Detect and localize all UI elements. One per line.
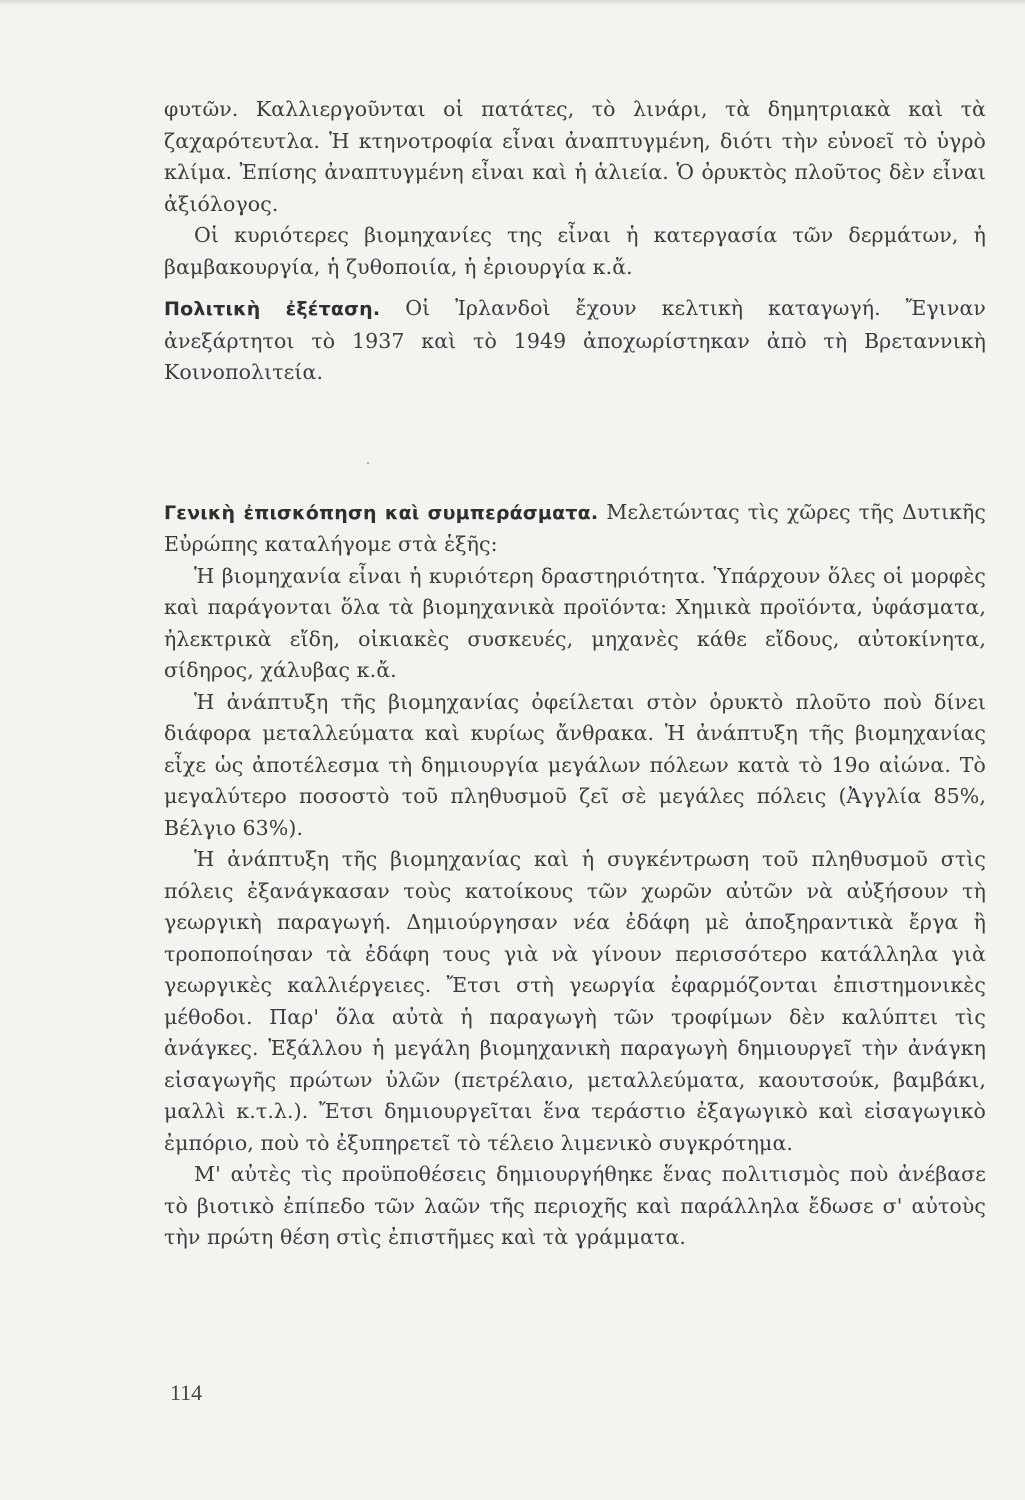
economy-paragraph-1: φυτῶν. Καλλιεργοῦνται οἱ πατάτες, τὸ λινάρι, τὰ δημητριακὰ καὶ τὰ ζαχαρότευτλα. Ἡ κτηνοτροφία εἶναι ἀναπτυγμένη, διότι τὴν εὐνοεῖ τὸ ὑγρὸ κλίμα. Ἐπίσης ἀναπτυγμένη εἶναι καὶ ἡ ἁλιεία. Ὁ ὀρυκτὸς πλοῦτος δὲν εἶναι ἀξιόλογος. [164,97,986,216]
scan-top-edge [0,0,1025,6]
overview-section-intro [164,497,986,561]
overview-intro-text: Μελετώντας τὶς χῶρες τῆς Δυτικῆς Εὐρώπης καταλήγομε στὰ ἑξῆς: [164,499,986,556]
overview-heading: Γενικὴ ἐπισκόπηση καὶ συμπεράσματα. [164,501,599,524]
overview-paragraph-1: Ἡ βιομηχανία εἶναι ἡ κυριότερη δραστηριότητα. Ὑπάρχουν ὅλες οἱ μορφὲς καὶ παράγονται ὅλα τὰ βιομηχανικὰ προϊόντα: Χημικὰ προϊόντα, ὑφάσματα, ἠλεκτρικὰ εἴδη, οἰκιακὲς συσκευές, μηχανὲς κάθε εἴδους, αὐτοκίνητα, σίδηρος, χάλυβας κ.ἄ. [164,563,986,682]
page-body [164,94,986,1254]
page-number: 114 [170,1380,203,1405]
overview-paragraph-2: Ἡ ἀνάπτυξη τῆς βιομηχανίας ὀφείλεται στὸν ὀρυκτὸ πλοῦτο ποὺ δίνει διάφορα μεταλλεύματα καὶ κυρίως ἄνθρακα. Ἡ ἀνάπτυξη τῆς βιομηχανίας εἶχε ὡς ἀποτέλεσμα τὴ δημιουργία μεγάλων πόλεων κατὰ τὸ 19ο αἰώνα. Τὸ μεγαλύτερο ποσοστὸ τοῦ πληθυσμοῦ ζεῖ σὲ μεγάλες πόλεις (Ἀγγλία 85%, Βέλγιο 63%). [164,689,986,840]
economy-paragraph-2: Οἱ κυριότερες βιομηχανίες της εἶναι ἡ κατεργασία τῶν δερμάτων, ἡ βαμβακουργία, ἡ ζυθοποιία, ἡ ἐριουργία κ.ἄ. [164,223,986,279]
political-heading: Πολιτικὴ ἐξέταση. [164,298,381,320]
overview-paragraph-4: Μ' αὐτὲς τὶς προϋποθέσεις δημιουργήθηκε ἕνας πολιτισμὸς ποὺ ἀνέβασε τὸ βιοτικὸ ἐπίπεδο τῶν λαῶν τῆς περιοχῆς καὶ παράλληλα ἔδωσε σ' αὐτοὺς τὴν πρώτη θέση στὶς ἐπιστῆμες καὶ τὰ γράμματα. [164,1162,986,1249]
political-text: Οἱ Ἰρλανδοὶ ἔχουν κελτικὴ καταγωγή. Ἔγιναν ἀνεξάρτητοι τὸ 1937 καὶ τὸ 1949 ἀποχωρίστηκαν ἀπὸ τὴ Βρεταννικὴ Κοινοπολιτεία. [164,296,986,384]
overview-paragraph-3: Ἡ ἀνάπτυξη τῆς βιομηχανίας καὶ ἡ συγκέντρωση τοῦ πληθυσμοῦ στὶς πόλεις ἐξανάγκασαν τοὺς κατοίκους τῶν χωρῶν αὐτῶν νὰ αὐξήσουν τὴ γεωργικὴ παραγωγή. Δημιούργησαν νέα ἐδάφη μὲ ἀποξηραντικὰ ἔργα ἢ τροποποίησαν τὰ ἐδάφη τους γιὰ νὰ γίνουν περισσότερο κατάλληλα γιὰ γεωργικὲς καλλιέργειες. Ἔτσι στὴ γεωργία ἐφαρμόζονται ἐπιστημονικὲς μέθοδοι. Παρ' ὅλα αὐτὰ ἡ παραγωγὴ τῶν τροφίμων δὲν καλύπτει τὶς ἀνάγκες. Ἐξάλλου ἡ μεγάλη βιομηχανικὴ παραγωγὴ δημιουργεῖ τὴν ἀνάγκη εἰσαγωγῆς πρώτων ὑλῶν (πετρέλαιο, μεταλλεύματα, καουτσούκ, βαμβάκι, μαλλὶ κ.τ.λ.). Ἔτσι δημιουργεῖται ἕνα τεράστιο ἐξαγωγικὸ καὶ εἰσαγωγικὸ ἐμπόριο, ποὺ τὸ ἐξυπηρετεῖ τὸ τέλειο λιμενικὸ συγκρότημα. [164,847,986,1155]
political-section [164,293,986,389]
